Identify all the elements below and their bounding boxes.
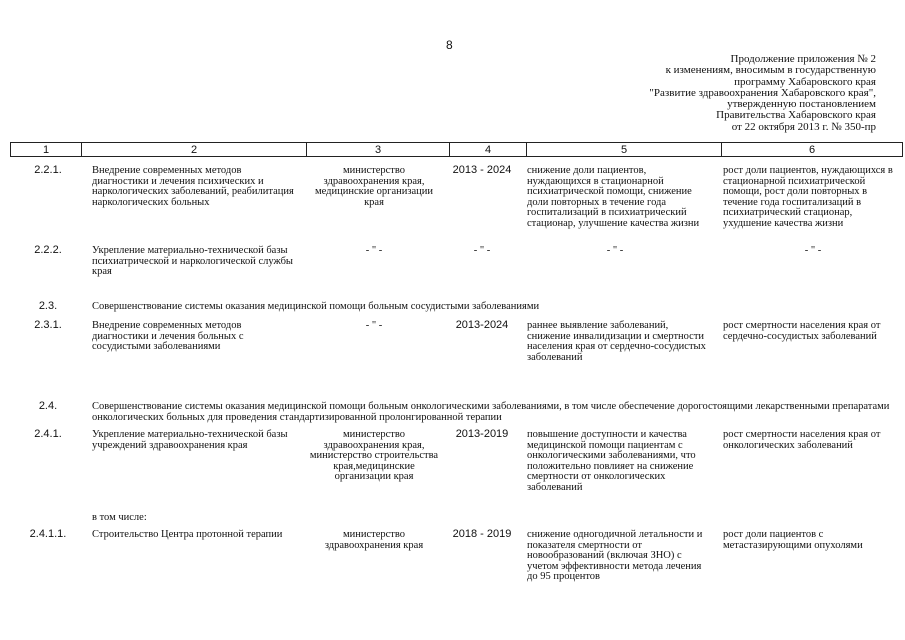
row-number: 2.3.1.	[34, 319, 62, 331]
non-implementation-consequence: рост доли пациентов с метастазирующими опухолями	[723, 529, 863, 551]
period: 2013-2019	[455, 428, 509, 440]
section-title: Совершенствование системы оказания медицинской помощи больным онкологическими заболеваниями, в том числе обеспечение дорогостоящими лекарственными препаратами онкологических больных для проведения стандартизированной пролонгированной терапии	[92, 401, 890, 423]
measure-name: Внедрение современных методов диагностики и лечения психических и наркологических заболеваний, реабилитация наркологических больных	[92, 165, 294, 208]
expected-result: снижение одногодичной летальности и показателя смертности от новообразований (включая ЗНО) с учетом эффективности метода лечения до 95 процентов	[527, 529, 703, 583]
period: 2013-2024	[455, 319, 509, 331]
header-line: утвержденную постановлением	[727, 98, 876, 111]
row-number: 2.2.1.	[34, 164, 62, 176]
subhead: в том числе:	[92, 512, 147, 523]
section-title: Совершенствование системы оказания медицинской помощи больным сосудистыми заболеваниями	[92, 301, 540, 312]
appendix-header	[576, 54, 876, 133]
header-line: Продолжение приложения № 2	[730, 53, 876, 65]
executor: министерство здравоохранения края	[324, 529, 424, 551]
measure-name: Строительство Центра протонной терапии	[92, 529, 283, 540]
row-number: 2.4.1.	[34, 428, 62, 440]
executor: - " -	[365, 320, 383, 331]
column-header: 1	[11, 143, 82, 157]
header-line: программу Хабаровского края	[734, 75, 876, 88]
section-number: 2.3.	[38, 300, 58, 312]
column-header: 6	[722, 143, 903, 157]
period: 2013 - 2024	[452, 164, 512, 176]
page-number: 8	[446, 38, 453, 52]
column-header: 4	[450, 143, 527, 157]
row-number: 2.2.2.	[34, 244, 62, 256]
executor: - " -	[365, 245, 383, 256]
measure-name: Укрепление материально-технической базы психиатрической и наркологической службы края	[92, 245, 293, 278]
column-header: 2	[82, 143, 307, 157]
executor: министерство здравоохранения края, министерство строительства края,медицинские организации края	[309, 429, 439, 483]
column-header: 5	[527, 143, 722, 157]
measure-name: Укрепление материально-технической базы учреждений здравоохранения края	[92, 429, 288, 451]
measure-name: Внедрение современных методов диагностики и лечения больных с сосудистыми заболеваниями	[92, 320, 244, 353]
expected-result: раннее выявление заболеваний, снижение инвалидизации и смертности населения края от сердечно-сосудистых заболеваний	[527, 320, 706, 363]
non-implementation-consequence: рост смертности населения края от онкологических заболеваний	[723, 429, 881, 451]
non-implementation-consequence: рост смертности населения края от сердечно-сосудистых заболеваний	[723, 320, 881, 342]
expected-result: - " -	[606, 245, 624, 256]
column-number-header	[10, 142, 903, 157]
column-header: 3	[307, 143, 450, 157]
period: 2018 - 2019	[452, 528, 512, 540]
non-implementation-consequence: - " -	[804, 245, 822, 256]
section-number: 2.4.	[38, 400, 58, 412]
row-number: 2.4.1.1.	[29, 528, 67, 540]
header-line: к изменениям, вносимым в государственную	[665, 64, 876, 77]
executor: министерство здравоохранения края, медицинские организации края	[314, 165, 434, 208]
expected-result: снижение доли пациентов, нуждающихся в стационарной психиатрической помощи, снижение доли повторных в течение года госпитализаций в психиатрический стационар, улучшение качества жизни	[527, 165, 700, 229]
header-line: "Развитие здравоохранения Хабаровского края",	[649, 86, 876, 99]
non-implementation-consequence: рост доли пациентов, нуждающихся в стационарной психиатрической помощи, рост доли повторных в течение года госпитализаций в психиатрический стационар, ухудшение качества жизни	[723, 165, 893, 229]
expected-result: повышение доступности и качества медицинской помощи пациентам с онкологическими заболеваниями, что положительно повлияет на снижение смертности от онкологических заболеваний	[527, 429, 696, 493]
period: - " -	[473, 245, 491, 256]
header-line: от 22 октября 2013 г. № 350-пр	[731, 120, 876, 133]
header-line: Правительства Хабаровского края	[716, 109, 876, 122]
